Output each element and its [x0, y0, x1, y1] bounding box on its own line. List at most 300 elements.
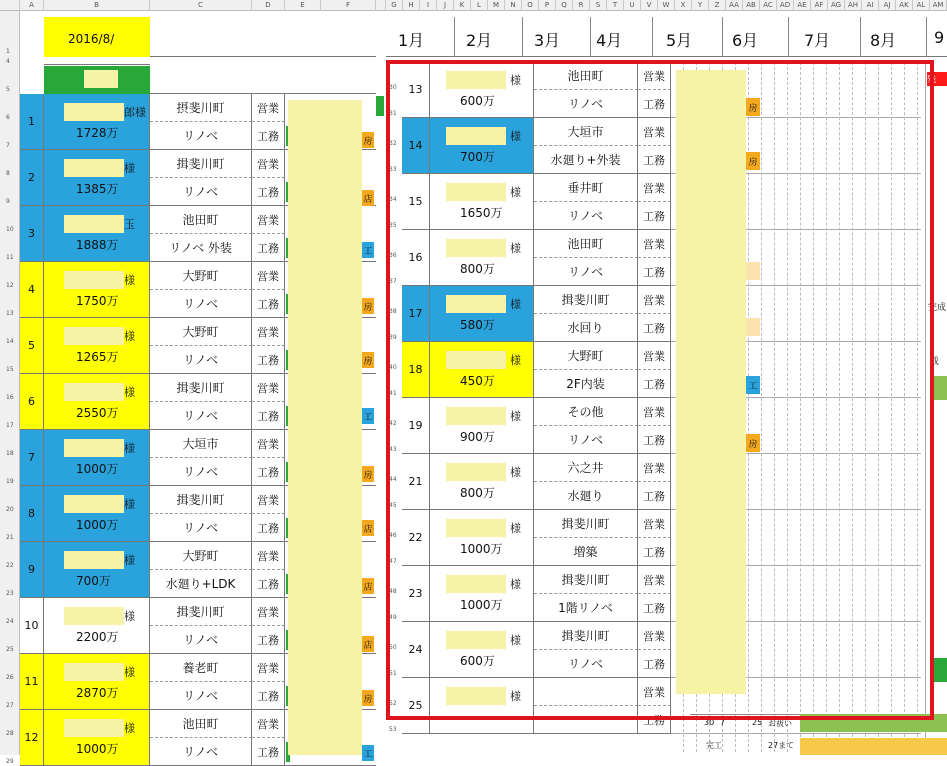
- row-number: 18: [6, 450, 14, 457]
- column-header-A[interactable]: A: [20, 0, 44, 11]
- green-tab: [376, 96, 384, 116]
- row-number-5: 5: [6, 86, 10, 93]
- side-label: 房: [362, 352, 374, 368]
- project-area-right[interactable]: 揖斐川町: [534, 566, 638, 594]
- project-area[interactable]: 池田町: [150, 710, 252, 738]
- project-area-right[interactable]: 揖斐川町: [534, 622, 638, 650]
- customer-suffix-right: 様: [510, 410, 521, 423]
- column-header-N[interactable]: N: [505, 0, 522, 11]
- project-number-right[interactable]: 21: [402, 454, 430, 510]
- row-number: 20: [6, 506, 14, 513]
- column-header-D[interactable]: D: [252, 0, 285, 11]
- construction-label-right: 工務: [638, 706, 671, 734]
- column-header-H[interactable]: H: [403, 0, 420, 11]
- column-header-E[interactable]: E: [285, 0, 321, 11]
- row-number-right: 43: [389, 446, 397, 453]
- project-work[interactable]: リノベ: [150, 514, 252, 542]
- customer-suffix-right: 様: [510, 130, 521, 143]
- customer-suffix: 郎様: [124, 106, 146, 119]
- row-number-right: 47: [389, 558, 397, 565]
- masked-customer-name: [64, 663, 124, 681]
- right-side-label: 工: [746, 376, 760, 394]
- sales-label-right: 営業: [638, 398, 671, 426]
- sales-label: 営業: [252, 430, 285, 458]
- project-number[interactable]: 9: [20, 542, 44, 598]
- customer-suffix-right: 様: [510, 186, 521, 199]
- header-row-5: [150, 66, 376, 94]
- sales-label: 営業: [252, 654, 285, 682]
- masked-customer-name: [64, 495, 124, 513]
- project-number[interactable]: 6: [20, 374, 44, 430]
- project-work[interactable]: 水廻り+LDK: [150, 570, 252, 598]
- sales-label: 営業: [252, 486, 285, 514]
- project-area-right[interactable]: その他: [534, 398, 638, 426]
- project-amount-right: 600万: [460, 94, 495, 108]
- project-number-right[interactable]: 14: [402, 118, 430, 174]
- far-right-red-label: 残: [927, 72, 947, 86]
- customer-suffix: 様: [124, 610, 135, 623]
- project-amount: 1265万: [76, 350, 119, 364]
- project-number[interactable]: 7: [20, 430, 44, 486]
- customer-suffix-right: 様: [510, 522, 521, 535]
- column-header-AA[interactable]: AA: [726, 0, 743, 11]
- row-number: 6: [6, 114, 10, 121]
- project-number-right[interactable]: 23: [402, 566, 430, 622]
- row-number-right: 41: [389, 390, 397, 397]
- project-area[interactable]: 池田町: [150, 206, 252, 234]
- masked-customer-name: [64, 103, 124, 121]
- month-header-2: 2月: [466, 31, 493, 50]
- masked-customer-name: [64, 215, 124, 233]
- project-amount-right: 580万: [460, 318, 495, 332]
- side-label: 房: [362, 466, 374, 482]
- sales-label-right: 営業: [638, 62, 671, 90]
- row-number-right: 40: [389, 364, 397, 371]
- construction-label-right: 工務: [638, 314, 671, 342]
- sales-label: 営業: [252, 150, 285, 178]
- row-number-right: 36: [389, 252, 397, 259]
- project-area[interactable]: 揖斐川町: [150, 374, 252, 402]
- month-divider: [454, 17, 455, 57]
- project-area[interactable]: 養老町: [150, 654, 252, 682]
- row-number: 15: [6, 366, 14, 373]
- column-header-P[interactable]: P: [539, 0, 556, 11]
- masked-customer-name: [64, 159, 124, 177]
- sales-label: 営業: [252, 710, 285, 738]
- project-area-right[interactable]: 揖斐川町: [534, 510, 638, 538]
- bottom-orange-bar: [800, 738, 947, 755]
- project-work-right[interactable]: リノベ: [534, 202, 638, 230]
- customer-suffix-right: 様: [510, 74, 521, 87]
- project-work[interactable]: リノベ: [150, 122, 252, 150]
- column-header-AB[interactable]: AB: [743, 0, 760, 11]
- construction-label: 工務: [252, 570, 285, 598]
- row-number-4: 4: [6, 58, 10, 65]
- column-header-AD[interactable]: AD: [777, 0, 794, 11]
- right-side-label: 房: [746, 98, 760, 116]
- project-area-right[interactable]: 垂井町: [534, 174, 638, 202]
- masked-customer-name: [64, 327, 124, 345]
- project-area[interactable]: 大垣市: [150, 430, 252, 458]
- sales-label: 営業: [252, 262, 285, 290]
- project-area[interactable]: 大野町: [150, 542, 252, 570]
- project-work[interactable]: リノベ: [150, 178, 252, 206]
- project-number[interactable]: 5: [20, 318, 44, 374]
- row-number-right: 33: [389, 166, 397, 173]
- sales-label-right: 営業: [638, 566, 671, 594]
- project-amount-right: 1000万: [460, 542, 503, 556]
- column-header-AF[interactable]: AF: [811, 0, 828, 11]
- row-number: 16: [6, 394, 14, 401]
- project-area[interactable]: 揖斐川町: [150, 150, 252, 178]
- column-header-R[interactable]: R: [573, 0, 590, 11]
- sales-label: 営業: [252, 206, 285, 234]
- construction-label: 工務: [252, 234, 285, 262]
- column-header-W[interactable]: W: [658, 0, 675, 11]
- project-work[interactable]: リノベ: [150, 458, 252, 486]
- project-amount: 1888万: [76, 238, 119, 252]
- project-number[interactable]: 10: [20, 598, 44, 654]
- project-work[interactable]: リノベ: [150, 682, 252, 710]
- project-work-right[interactable]: 水廻り: [534, 482, 638, 510]
- construction-label: 工務: [252, 682, 285, 710]
- project-work-right[interactable]: リノベ: [534, 426, 638, 454]
- side-label: 店: [362, 520, 374, 536]
- project-amount: 2550万: [76, 406, 119, 420]
- row-number-right: 31: [389, 110, 397, 117]
- column-header-C[interactable]: C: [150, 0, 252, 11]
- row-number-1: 1: [6, 48, 10, 55]
- side-label: 工: [362, 242, 374, 258]
- row-number-right: 51: [389, 670, 397, 677]
- corner-cell[interactable]: [0, 0, 20, 11]
- project-work[interactable]: リノベ: [150, 290, 252, 318]
- project-number[interactable]: 11: [20, 654, 44, 710]
- row-number-right: 48: [389, 588, 397, 595]
- column-header-Y[interactable]: Y: [692, 0, 709, 11]
- customer-suffix: 様: [124, 162, 135, 175]
- project-number-right[interactable]: 17: [402, 286, 430, 342]
- project-number[interactable]: 1: [20, 94, 44, 150]
- project-amount-right: 450万: [460, 374, 495, 388]
- month-divider: [860, 17, 861, 57]
- row-number: 24: [6, 618, 14, 625]
- month-divider: [926, 17, 927, 57]
- project-amount-right: 600万: [460, 654, 495, 668]
- customer-suffix: 様: [124, 554, 135, 567]
- construction-label-right: 工務: [638, 538, 671, 566]
- project-work[interactable]: リノベ: [150, 738, 252, 766]
- column-header-K[interactable]: K: [454, 0, 471, 11]
- sales-label-right: 営業: [638, 118, 671, 146]
- project-area-right[interactable]: 池田町: [534, 230, 638, 258]
- project-number-right[interactable]: 19: [402, 398, 430, 454]
- project-area-right[interactable]: 六之井: [534, 454, 638, 482]
- customer-suffix: 様: [124, 722, 135, 735]
- project-number-right[interactable]: 15: [402, 174, 430, 230]
- project-amount: 1000万: [76, 518, 119, 532]
- row-number: 11: [6, 254, 14, 261]
- sales-label-right: 営業: [638, 342, 671, 370]
- column-header-gap[interactable]: [376, 0, 386, 11]
- construction-label: 工務: [252, 122, 285, 150]
- project-number-right[interactable]: 13: [402, 62, 430, 118]
- project-area[interactable]: 摂斐川町: [150, 94, 252, 122]
- customer-suffix-right: 様: [510, 634, 521, 647]
- sales-label-right: 営業: [638, 230, 671, 258]
- project-number[interactable]: 2: [20, 150, 44, 206]
- masked-customer-name: [64, 439, 124, 457]
- project-area[interactable]: 大野町: [150, 262, 252, 290]
- customer-suffix: 様: [124, 386, 135, 399]
- customer-suffix-right: 様: [510, 466, 521, 479]
- side-label: 工: [362, 408, 374, 424]
- row-number: 17: [6, 422, 14, 429]
- project-amount: 1750万: [76, 294, 119, 308]
- project-area-right[interactable]: 揖斐川町: [534, 286, 638, 314]
- row-number: 25: [6, 646, 14, 653]
- project-work-right[interactable]: 水回り: [534, 314, 638, 342]
- column-header-X[interactable]: X: [675, 0, 692, 11]
- construction-label-right: 工務: [638, 146, 671, 174]
- project-amount: 1728万: [76, 126, 119, 140]
- construction-label: 工務: [252, 738, 285, 766]
- project-amount-right: 800万: [460, 262, 495, 276]
- customer-suffix: 様: [124, 330, 135, 343]
- sales-label-right: 営業: [638, 678, 671, 706]
- customer-suffix: 玉: [124, 218, 135, 231]
- project-work-right[interactable]: 1階リノベ: [534, 594, 638, 622]
- column-header-AJ[interactable]: AJ: [879, 0, 896, 11]
- project-area-right[interactable]: 池田町: [534, 62, 638, 90]
- masked-customer-name: [64, 551, 124, 569]
- project-work-right[interactable]: リノベ: [534, 258, 638, 286]
- project-amount: 700万: [76, 574, 111, 588]
- bottom-text-1: お祓い: [768, 719, 792, 728]
- construction-label-right: 工務: [638, 426, 671, 454]
- project-work[interactable]: リノベ: [150, 626, 252, 654]
- row-number: 9: [6, 198, 10, 205]
- far-right-label-complete: 完成: [928, 303, 947, 313]
- bottom-number-2: 7: [720, 718, 726, 727]
- construction-label-right: 工務: [638, 258, 671, 286]
- customer-suffix: 様: [124, 442, 135, 455]
- bottom-text-3: 完工: [706, 741, 722, 750]
- column-header-AC[interactable]: AC: [760, 0, 777, 11]
- column-header-AI[interactable]: AI: [862, 0, 879, 11]
- column-header-Q[interactable]: Q: [556, 0, 573, 11]
- row-number: 23: [6, 590, 14, 597]
- right-side-label: 房: [746, 434, 760, 452]
- row-number: 10: [6, 226, 14, 233]
- project-amount: 1385万: [76, 182, 119, 196]
- masked-column-left: [288, 100, 362, 755]
- project-number-right[interactable]: 16: [402, 230, 430, 286]
- project-number[interactable]: 12: [20, 710, 44, 766]
- row-number: 14: [6, 338, 14, 345]
- month-header-5: 5月: [666, 31, 693, 50]
- project-work-right[interactable]: 水廻り+外装: [534, 146, 638, 174]
- project-amount: 2200万: [76, 630, 119, 644]
- row-number: 7: [6, 142, 10, 149]
- project-amount: 2870万: [76, 686, 119, 700]
- project-number-right[interactable]: 24: [402, 622, 430, 678]
- column-header-L[interactable]: L: [471, 0, 488, 11]
- side-label: 工: [362, 745, 374, 761]
- row-number: 12: [6, 282, 14, 289]
- project-amount-right: 700万: [460, 150, 495, 164]
- sales-label-right: 営業: [638, 622, 671, 650]
- side-label: 店: [362, 636, 374, 652]
- column-header-T[interactable]: T: [607, 0, 624, 11]
- column-header-O[interactable]: O: [522, 0, 539, 11]
- row-number-right: 46: [389, 532, 397, 539]
- project-amount-right: 900万: [460, 430, 495, 444]
- row-number-right: 52: [389, 700, 397, 707]
- column-header-Z[interactable]: Z: [709, 0, 726, 11]
- date-header: 2016/8/: [68, 32, 115, 46]
- bottom-text-2: 27まて: [768, 741, 795, 750]
- sales-label: 営業: [252, 318, 285, 346]
- project-work-right[interactable]: リノベ: [534, 650, 638, 678]
- row-number: 26: [6, 674, 14, 681]
- column-header-AE[interactable]: AE: [794, 0, 811, 11]
- column-header-AM[interactable]: AM: [930, 0, 947, 11]
- month-header-1: 1月: [398, 31, 425, 50]
- row-number: 28: [6, 730, 14, 737]
- construction-label: 工務: [252, 346, 285, 374]
- customer-suffix: 様: [124, 274, 135, 287]
- sales-label: 営業: [252, 94, 285, 122]
- bottom-number-1: 30: [704, 718, 715, 727]
- construction-label-right: 工務: [638, 482, 671, 510]
- project-amount-right: 1000万: [460, 598, 503, 612]
- customer-suffix-right: 様: [510, 242, 521, 255]
- project-work-right[interactable]: 増築: [534, 538, 638, 566]
- row-number: 22: [6, 562, 14, 569]
- row-number-right: 50: [389, 644, 397, 651]
- header-row-4: [44, 57, 150, 65]
- project-area[interactable]: 揖斐川町: [150, 486, 252, 514]
- side-label: 房: [362, 132, 374, 148]
- row-number: 29: [6, 758, 14, 765]
- row-number: 27: [6, 702, 14, 709]
- row-number: 19: [6, 478, 14, 485]
- construction-label: 工務: [252, 458, 285, 486]
- construction-label: 工務: [252, 626, 285, 654]
- row-header-column: [0, 11, 20, 755]
- row-number-right: 42: [389, 420, 397, 427]
- month-header-7: 7月: [804, 31, 831, 50]
- masked-customer-name: [64, 383, 124, 401]
- construction-label-right: 工務: [638, 650, 671, 678]
- side-label: 房: [362, 690, 374, 706]
- project-amount: 1000万: [76, 742, 119, 756]
- sales-label-right: 営業: [638, 174, 671, 202]
- row-number-right: 53: [389, 726, 397, 733]
- construction-label: 工務: [252, 178, 285, 206]
- row-number-right: 30: [389, 84, 397, 91]
- masked-customer-name: [64, 271, 124, 289]
- column-header-AH[interactable]: AH: [845, 0, 862, 11]
- project-number[interactable]: 8: [20, 486, 44, 542]
- project-area[interactable]: 大野町: [150, 318, 252, 346]
- month-header-3: 3月: [534, 31, 561, 50]
- project-number[interactable]: 3: [20, 206, 44, 262]
- sales-label: 営業: [252, 598, 285, 626]
- masked-customer-name: [64, 607, 124, 625]
- project-work-right[interactable]: リノベ: [534, 90, 638, 118]
- construction-label: 工務: [252, 402, 285, 430]
- project-number-right[interactable]: 22: [402, 510, 430, 566]
- row-number-right: 37: [389, 278, 397, 285]
- month-header-9: 9: [934, 28, 945, 47]
- project-number[interactable]: 4: [20, 262, 44, 318]
- row-number-right: 38: [389, 308, 397, 315]
- column-header-AL[interactable]: AL: [913, 0, 930, 11]
- project-amount-right: 1650万: [460, 206, 503, 220]
- sales-label-right: 営業: [638, 510, 671, 538]
- column-header-I[interactable]: I: [420, 0, 437, 11]
- column-header-J[interactable]: J: [437, 0, 454, 11]
- row-number-right: 35: [389, 222, 397, 229]
- project-number-right[interactable]: 25: [402, 678, 430, 734]
- column-header-M[interactable]: M: [488, 0, 505, 11]
- column-header-B[interactable]: B: [44, 0, 150, 11]
- project-area-right[interactable]: 大野町: [534, 342, 638, 370]
- construction-label-right: 工務: [638, 370, 671, 398]
- project-work[interactable]: リノベ 外装: [150, 234, 252, 262]
- column-header-U[interactable]: U: [624, 0, 641, 11]
- project-work-right[interactable]: 2F内装: [534, 370, 638, 398]
- construction-label: 工務: [252, 514, 285, 542]
- project-number-right[interactable]: 18: [402, 342, 430, 398]
- row-number-right: 45: [389, 502, 397, 509]
- row-number-right: 44: [389, 476, 397, 483]
- construction-label-right: 工務: [638, 90, 671, 118]
- project-area[interactable]: 揖斐川町: [150, 598, 252, 626]
- column-header-AG[interactable]: AG: [828, 0, 845, 11]
- month-divider: [788, 17, 789, 57]
- row-number: 8: [6, 170, 10, 177]
- bottom-number-3: 25: [752, 718, 763, 727]
- row-number-right: 49: [389, 614, 397, 621]
- customer-suffix-right: 様: [510, 578, 521, 591]
- project-amount: 1000万: [76, 462, 119, 476]
- column-header-F[interactable]: F: [321, 0, 376, 11]
- column-header-G[interactable]: G: [386, 0, 403, 11]
- row-number-right: 34: [389, 196, 397, 203]
- column-header-S[interactable]: S: [590, 0, 607, 11]
- row-number-right: 39: [389, 334, 397, 341]
- construction-label-right: 工務: [638, 202, 671, 230]
- far-right-label: 成: [930, 357, 940, 367]
- column-header-V[interactable]: V: [641, 0, 658, 11]
- customer-suffix: 様: [124, 666, 135, 679]
- column-header-AK[interactable]: AK: [896, 0, 913, 11]
- month-divider: [722, 17, 723, 57]
- month-divider: [590, 17, 591, 57]
- project-work[interactable]: リノベ: [150, 402, 252, 430]
- masked-header-name: [84, 70, 118, 88]
- customer-suffix-right: 様: [510, 298, 521, 311]
- side-label: 店: [362, 190, 374, 206]
- project-area-right[interactable]: 大垣市: [534, 118, 638, 146]
- customer-suffix: 様: [124, 498, 135, 511]
- sales-label-right: 営業: [638, 286, 671, 314]
- project-work[interactable]: リノベ: [150, 346, 252, 374]
- header-blank: [150, 17, 376, 57]
